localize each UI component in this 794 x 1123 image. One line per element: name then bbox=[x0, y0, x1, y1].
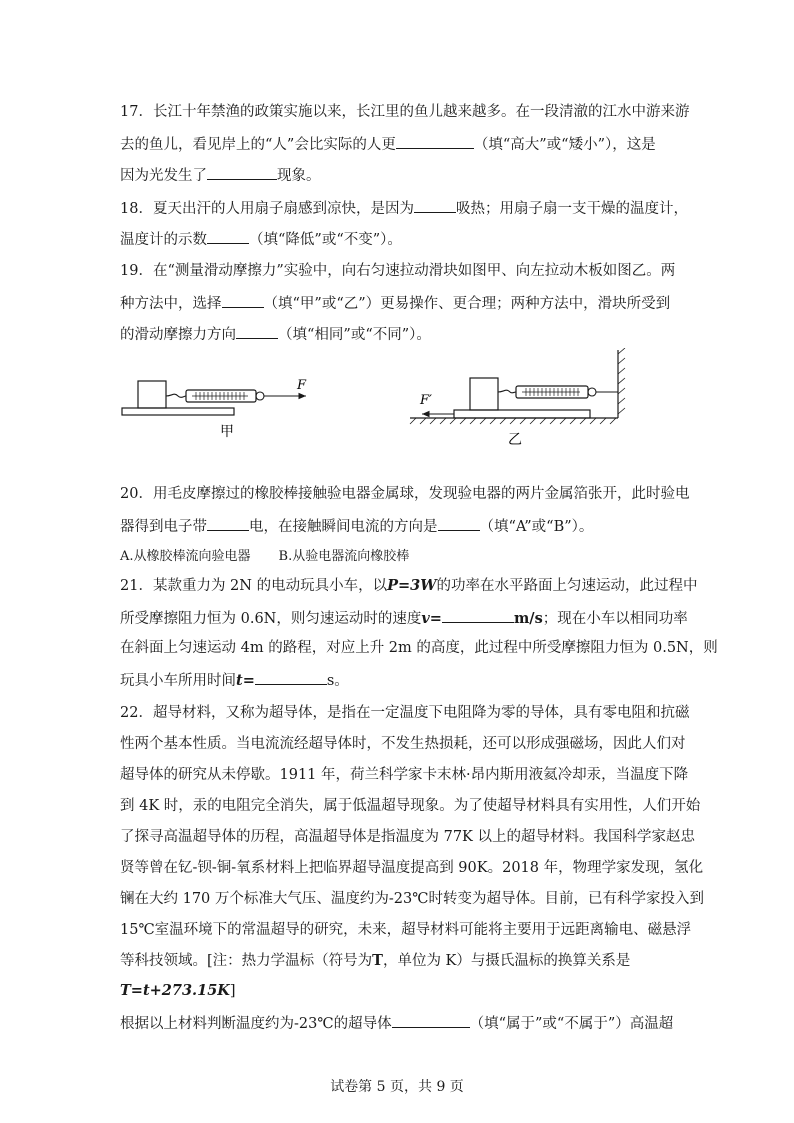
answer-blank[interactable] bbox=[414, 197, 456, 213]
answer-blank[interactable] bbox=[222, 292, 264, 308]
q17-line-3: 因为光发生了 现象。 bbox=[120, 164, 321, 184]
answer-blank[interactable] bbox=[207, 515, 249, 531]
q19-line-3: 的滑动摩擦力方向 （填“相同”或“不同”）。 bbox=[120, 323, 431, 343]
answer-blank[interactable] bbox=[207, 164, 277, 180]
caption-jia: 甲 bbox=[220, 424, 234, 440]
answer-blank[interactable] bbox=[396, 133, 474, 149]
time-symbol: t= bbox=[236, 672, 255, 689]
board-yi bbox=[454, 410, 590, 418]
q22-line-1: 22．超导材料，又称为超导体，是指在一定温度下电阻降为零的导体，具有零电阻和抗磁 bbox=[120, 705, 690, 721]
q20-options bbox=[120, 547, 409, 567]
option-b: B.从验电器流向橡胶棒 bbox=[278, 549, 410, 564]
q17-line-2: 去的鱼儿，看见岸上的“人”会比实际的人更 （填“高大”或“矮小”），这是 bbox=[120, 133, 656, 153]
option-a: A.从橡胶棒流向验电器 bbox=[120, 549, 251, 564]
answer-blank[interactable] bbox=[392, 1012, 470, 1028]
force-label-F-prime: F′ bbox=[420, 393, 432, 408]
answer-blank[interactable] bbox=[442, 607, 514, 623]
q21-line-3: 在斜面上匀速运动 4m 的路程，对应上升 2m 的高度，此过程中所受摩擦阻力恒为 0.5N，则 bbox=[120, 640, 718, 656]
q20-line-1: 20．用毛皮摩擦过的橡胶棒接触验电器金属球，发现验电器的两片金属箔张开，此时验电 bbox=[120, 486, 690, 502]
q22-line-11: 根据以上材料判断温度约为-23℃的超导体 （填“属于”或“不属于”）高温超 bbox=[120, 1012, 673, 1032]
answer-blank[interactable] bbox=[438, 515, 480, 531]
block-jia bbox=[138, 381, 166, 408]
caption-yi: 乙 bbox=[508, 432, 522, 448]
power-formula: P=3W bbox=[387, 577, 437, 594]
q22-line-8: 15℃室温环境下的常温超导的研究，未来，超导材料可能将主要用于远距离输电、磁悬浮 bbox=[120, 922, 692, 938]
velocity-unit: m/s bbox=[513, 610, 543, 627]
answer-blank[interactable] bbox=[236, 323, 278, 339]
q19-line-2: 种方法中，选择 （填“甲”或“乙”）更易操作、更合理；两种方法中，滑块所受到 bbox=[120, 292, 670, 312]
temp-symbol: T bbox=[372, 952, 383, 969]
q18-line-2: 温度计的示数 （填“降低”或“不变”）。 bbox=[120, 228, 402, 248]
setup-yi bbox=[410, 348, 625, 448]
q22-line-2: 性两个基本性质。当电流流经超导体时，不发生热损耗，还可以形成强磁场，因此人们对 bbox=[120, 736, 686, 752]
q21-line-4: 玩具小车所用时间t= s。 bbox=[120, 669, 349, 689]
q21-line-1: 21．某款重力为 2N 的电动玩具小车，以P=3W的功率在水平路面上匀速运动，此过程中 bbox=[120, 577, 698, 594]
friction-experiment-figure bbox=[120, 348, 640, 448]
page-footer: 试卷第 5 页，共 9 页 bbox=[330, 1079, 464, 1095]
q18-line-1: 18．夏天出汗的人用扇子扇感到凉快，是因为 吸热；用扇子扇一支干燥的温度计， bbox=[120, 197, 688, 217]
block-yi bbox=[470, 378, 498, 410]
q19-line-1: 19．在“测量滑动摩擦力”实验中，向右匀速拉动滑块如图甲、向左拉动木板如图乙。两 bbox=[120, 263, 676, 279]
q22-line-5: 了探寻高温超导体的历程，高温超导体是指温度为 77K 以上的超导材料。我国科学家赵忠 bbox=[120, 829, 695, 845]
conversion-formula: T=t+273.15K bbox=[120, 982, 230, 999]
force-label-F: F bbox=[297, 378, 307, 393]
q22-line-3: 超导体的研究从未停歇。1911 年，荷兰科学家卡末林·昂内斯用液氦冷却汞，当温度下降 bbox=[120, 767, 689, 783]
q22-line-9: 等科技领域。[注：热力学温标（符号为T，单位为 K）与摄氏温标的换算关系是 bbox=[120, 952, 631, 969]
q22-line-10: T=t+273.15K] bbox=[120, 982, 236, 999]
q22-line-4: 到 4K 时，汞的电阻完全消失，属于低温超导现象。为了使超导材料具有实用性，人们开始 bbox=[120, 798, 701, 814]
board-jia bbox=[122, 408, 234, 415]
velocity-symbol: v= bbox=[421, 610, 442, 627]
q20-line-2: 器得到电子带 电，在接触瞬间电流的方向是 （填“A”或“B”）。 bbox=[120, 515, 593, 535]
q21-line-2: 所受摩擦阻力恒为 0.6N，则匀速运动时的速度v= m/s；现在小车以相同功率 bbox=[120, 607, 688, 627]
answer-blank[interactable] bbox=[255, 669, 327, 685]
q22-line-7: 镧在大约 170 万个标准大气压、温度约为-23℃时转变为超导体。目前，已有科学家投入到 bbox=[120, 891, 704, 907]
setup-jia bbox=[122, 378, 307, 440]
answer-blank[interactable] bbox=[207, 228, 249, 244]
q22-line-6: 贤等曾在钇-钡-铜-氧系材料上把临界超导温度提高到 90K。2018 年，物理学家发现，氢化 bbox=[120, 860, 704, 876]
q17-line-1: 17．长江十年禁渔的政策实施以来，长江里的鱼儿越来越多。在一段清澈的江水中游来游 bbox=[120, 104, 690, 120]
